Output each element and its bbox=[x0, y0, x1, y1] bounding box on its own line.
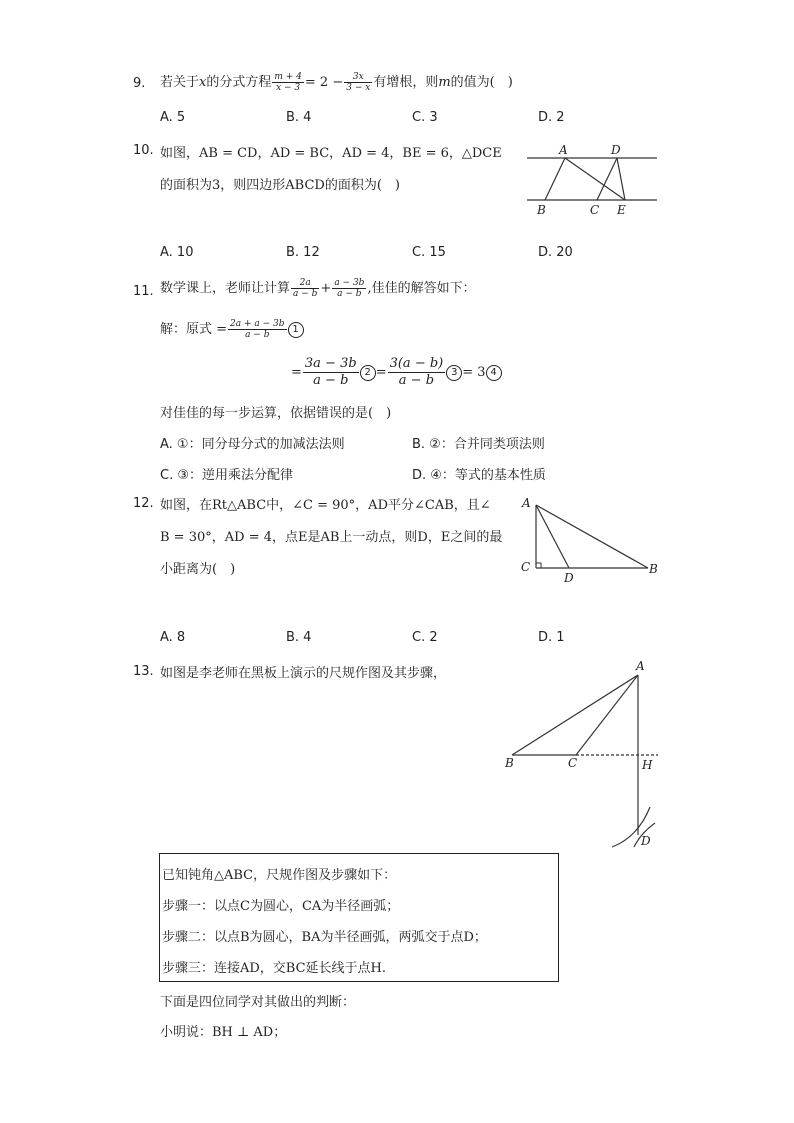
q10-option-c: C. 15 bbox=[412, 245, 446, 260]
q12-option-b: B. 4 bbox=[286, 630, 312, 645]
q12-option-d: D. 1 bbox=[538, 630, 565, 645]
q9-option-a: A. 5 bbox=[160, 110, 186, 125]
q9-number: 9. bbox=[133, 76, 146, 91]
q12-label-a: A bbox=[522, 496, 531, 510]
q9-option-c: C. 3 bbox=[412, 110, 438, 125]
q11-option-a: A. ①：同分母分式的加减法法则 bbox=[160, 437, 345, 452]
q11-solution-line2: = $\frac{3a - 3b}{a - b}$ 2 = $\frac{3(a - b)}{a - b}$ 3 = 3 4 bbox=[291, 356, 502, 389]
q12-label-c: C bbox=[521, 560, 531, 574]
q12-line3: 小距离为( ) bbox=[160, 562, 236, 577]
q10-option-d: D. 20 bbox=[538, 245, 573, 260]
q11-option-c: C. ③：逆用乘法分配律 bbox=[160, 468, 293, 483]
q13-label-d: D bbox=[641, 834, 651, 848]
q9-option-d: D. 2 bbox=[538, 110, 565, 125]
q10-line1: 如图，AB = CD，AD = BC，AD = 4，BE = 6，△DCE bbox=[160, 146, 502, 161]
q12-line1: 如图，在Rt△ABC中，∠C = 90°，AD平分∠CAB，且∠ bbox=[160, 498, 491, 513]
q13-after1: 下面是四位同学对其做出的判断： bbox=[160, 995, 356, 1010]
q10-line2: 的面积为3，则四边形ABCD的面积为( ) bbox=[160, 178, 400, 193]
q12-option-c: C. 2 bbox=[412, 630, 438, 645]
q13-box-line1: 已知钝角△ABC，尺规作图及步骤如下： bbox=[162, 868, 397, 883]
q11-option-d: D. ④：等式的基本性质 bbox=[412, 468, 546, 483]
q13-box-line4: 步骤三：连接AD，交BC延长线于点H. bbox=[162, 961, 387, 976]
q13-box-line3: 步骤二：以点B为圆心，BA为半径画弧，两弧交于点D； bbox=[162, 930, 487, 945]
q13-number: 13. bbox=[133, 664, 154, 679]
q12-option-a: A. 8 bbox=[160, 630, 186, 645]
q12-figure bbox=[518, 495, 663, 585]
q11-question: 对佳佳的每一步运算，依据错误的是( ) bbox=[160, 406, 392, 421]
q11-number: 11. bbox=[133, 284, 154, 299]
q10-label-e: E bbox=[617, 203, 626, 217]
q10-option-b: B. 12 bbox=[286, 245, 320, 260]
q13-label-a: A bbox=[636, 659, 645, 673]
q13-label-c: C bbox=[568, 756, 578, 770]
q10-label-d: D bbox=[611, 143, 621, 157]
q12-number: 12. bbox=[133, 496, 154, 511]
q12-label-d: D bbox=[564, 571, 574, 585]
q10-number: 10. bbox=[133, 143, 154, 158]
q10-label-b: B bbox=[537, 203, 546, 217]
q13-box-line2: 步骤一：以点C为圆心，CA为半径画弧； bbox=[162, 899, 400, 914]
q12-line2: B = 30°，AD = 4，点E是AB上一动点，则D，E之间的最 bbox=[160, 530, 503, 545]
q11-solution-line1: 解：原式 = $\frac{2a + a - 3b}{a - b}$ 1 bbox=[160, 318, 304, 342]
q10-label-c: C bbox=[590, 203, 600, 217]
q10-figure bbox=[525, 140, 660, 220]
q12-label-b: B bbox=[649, 562, 658, 576]
q13-label-b: B bbox=[505, 756, 514, 770]
q11-stem: 数学课上，老师让计算 $\frac{2a}{a - b}$ + $\frac{a - 3b}{a - b}$ ,佳佳的解答如下： bbox=[160, 278, 476, 299]
q10-label-a: A bbox=[559, 143, 568, 157]
q9-option-b: B. 4 bbox=[286, 110, 312, 125]
q9-stem: 若关于x的分式方程 $\frac{m + 4}{x - 3}$ = 2 − $\frac{3x}{3 - x}$ 有增根，则m的值为( ) bbox=[160, 72, 513, 93]
q11-option-b: B. ②：合并同类项法则 bbox=[412, 437, 545, 452]
q10-option-a: A. 10 bbox=[160, 245, 194, 260]
q13-label-h: H bbox=[642, 758, 653, 772]
q13-after2: 小明说：BH ⊥ AD； bbox=[160, 1025, 287, 1040]
q13-figure bbox=[500, 655, 670, 855]
q13-line1: 如图是李老师在黑板上演示的尺规作图及其步骤， bbox=[160, 666, 447, 681]
